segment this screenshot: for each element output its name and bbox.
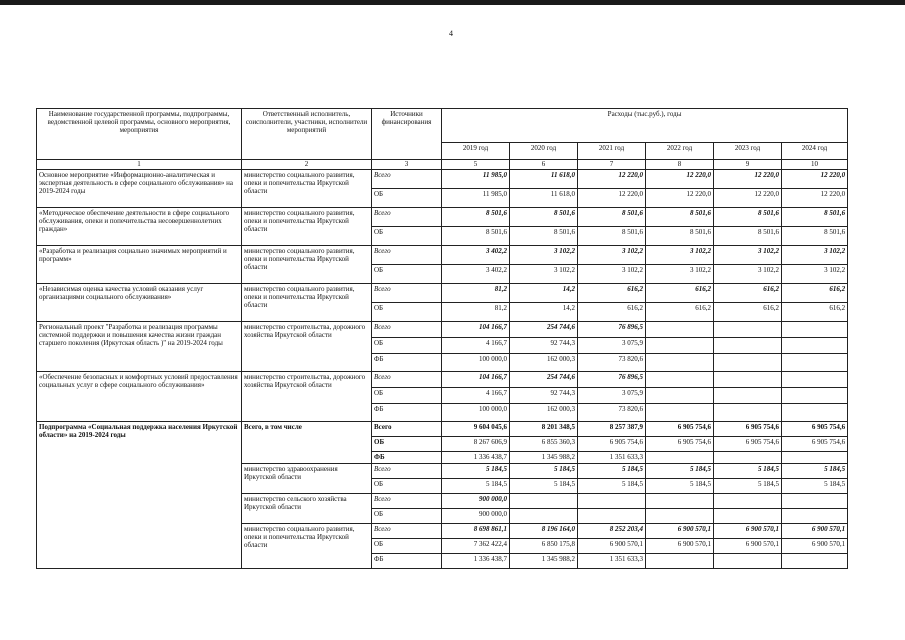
header-year: 2020 год	[510, 143, 578, 160]
amount-cell: 92 744,3	[510, 388, 578, 404]
item-name-cell: «Методическое обеспечение деятельности в сфере социального обслуживания, опеки и попечительства несовершеннолетних граждан»	[37, 208, 242, 246]
amount-cell	[782, 509, 848, 524]
amount-cell	[782, 354, 848, 372]
amount-cell: 8 501,6	[714, 227, 782, 246]
amount-cell: 8 501,6	[510, 208, 578, 227]
amount-cell	[646, 354, 714, 372]
amount-cell	[782, 388, 848, 404]
amount-cell: 6 905 754,6	[578, 437, 646, 452]
amount-cell: 900 000,0	[442, 509, 510, 524]
amount-cell: 81,2	[442, 303, 510, 322]
amount-cell: 254 744,6	[510, 322, 578, 338]
funding-source-cell: ОБ	[372, 227, 442, 246]
responsible-cell: министерство сельского хозяйства Иркутской области	[242, 494, 372, 524]
amount-cell: 3 102,2	[782, 246, 848, 265]
amount-cell: 8 196 164,0	[510, 524, 578, 539]
item-name-cell: «Независимая оценка качества условий оказания услуг организациями социального обслуживания»	[37, 284, 242, 322]
amount-cell	[714, 404, 782, 422]
amount-cell: 5 184,5	[714, 464, 782, 479]
amount-cell: 3 102,2	[578, 246, 646, 265]
amount-cell	[782, 372, 848, 388]
funding-source-cell: Всего	[372, 422, 442, 437]
amount-cell: 8 698 861,1	[442, 524, 510, 539]
amount-cell: 100 000,0	[442, 354, 510, 372]
amount-cell: 100 000,0	[442, 404, 510, 422]
amount-cell	[714, 388, 782, 404]
amount-cell: 6 905 754,6	[646, 422, 714, 437]
amount-cell: 8 501,6	[782, 227, 848, 246]
amount-cell	[646, 338, 714, 354]
funding-source-cell: Всего	[372, 208, 442, 227]
amount-cell: 6 900 570,1	[782, 524, 848, 539]
amount-cell: 5 184,5	[782, 464, 848, 479]
amount-cell: 73 820,6	[578, 354, 646, 372]
table-row	[37, 372, 848, 388]
amount-cell: 616,2	[578, 284, 646, 303]
amount-cell: 8 501,6	[714, 208, 782, 227]
amount-cell	[646, 372, 714, 388]
column-number: 9	[714, 160, 782, 170]
amount-cell	[714, 372, 782, 388]
amount-cell: 92 744,3	[510, 338, 578, 354]
amount-cell: 162 000,3	[510, 354, 578, 372]
amount-cell: 8 267 606,9	[442, 437, 510, 452]
responsible-cell: министерство строительства, дорожного хозяйства Иркутской области	[242, 322, 372, 372]
amount-cell: 1 351 633,3	[578, 554, 646, 569]
table-row	[37, 170, 848, 189]
amount-cell: 1 336 438,7	[442, 452, 510, 464]
funding-source-cell: ОБ	[372, 388, 442, 404]
amount-cell: 12 220,0	[578, 170, 646, 189]
amount-cell	[646, 554, 714, 569]
amount-cell	[646, 388, 714, 404]
amount-cell: 6 900 570,1	[646, 539, 714, 554]
amount-cell: 616,2	[782, 303, 848, 322]
amount-cell	[646, 404, 714, 422]
amount-cell: 5 184,5	[510, 464, 578, 479]
amount-cell: 3 075,9	[578, 338, 646, 354]
amount-cell: 3 102,2	[578, 265, 646, 284]
table-row	[37, 322, 848, 338]
amount-cell: 6 905 754,6	[714, 437, 782, 452]
amount-cell: 8 501,6	[442, 208, 510, 227]
funding-source-cell: ОБ	[372, 338, 442, 354]
amount-cell: 8 501,6	[782, 208, 848, 227]
amount-cell: 6 905 754,6	[714, 422, 782, 437]
funding-source-cell: ОБ	[372, 509, 442, 524]
responsible-cell: министерство социального развития, опеки и попечительства Иркутской области	[242, 170, 372, 208]
table-row	[37, 208, 848, 227]
table-row	[37, 422, 848, 437]
amount-cell	[714, 494, 782, 509]
responsible-cell: министерство социального развития, опеки и попечительства Иркутской области	[242, 208, 372, 246]
header-year: 2022 год	[646, 143, 714, 160]
funding-source-cell: ФБ	[372, 404, 442, 422]
amount-cell: 14,2	[510, 284, 578, 303]
amount-cell: 9 604 045,6	[442, 422, 510, 437]
funding-source-cell: Всего	[372, 372, 442, 388]
amount-cell: 3 102,2	[510, 265, 578, 284]
amount-cell: 8 252 203,4	[578, 524, 646, 539]
amount-cell: 6 900 570,1	[578, 539, 646, 554]
funding-source-cell: Всего	[372, 464, 442, 479]
amount-cell: 3 102,2	[646, 246, 714, 265]
amount-cell: 616,2	[782, 284, 848, 303]
scan-top-border	[0, 0, 905, 5]
funding-source-cell: ФБ	[372, 554, 442, 569]
amount-cell: 162 000,3	[510, 404, 578, 422]
amount-cell: 3 102,2	[782, 265, 848, 284]
funding-source-cell: Всего	[372, 494, 442, 509]
amount-cell: 254 744,6	[510, 372, 578, 388]
amount-cell: 6 900 570,1	[646, 524, 714, 539]
responsible-cell: министерство здравоохранения Иркутской области	[242, 464, 372, 494]
header-year: 2021 год	[578, 143, 646, 160]
amount-cell	[646, 494, 714, 509]
amount-cell	[510, 494, 578, 509]
amount-cell: 11 618,0	[510, 189, 578, 208]
amount-cell: 12 220,0	[782, 170, 848, 189]
amount-cell	[714, 338, 782, 354]
column-number: 10	[782, 160, 848, 170]
amount-cell: 8 501,6	[578, 227, 646, 246]
header-year: 2019 год	[442, 143, 510, 160]
funding-source-cell: ОБ	[372, 303, 442, 322]
amount-cell: 6 855 360,3	[510, 437, 578, 452]
funding-source-cell: ФБ	[372, 452, 442, 464]
amount-cell: 8 501,6	[646, 227, 714, 246]
column-number: 5	[442, 160, 510, 170]
amount-cell: 12 220,0	[782, 189, 848, 208]
amount-cell: 616,2	[578, 303, 646, 322]
amount-cell: 11 985,0	[442, 189, 510, 208]
amount-cell: 104 166,7	[442, 372, 510, 388]
column-number: 8	[646, 160, 714, 170]
amount-cell: 6 905 754,6	[646, 437, 714, 452]
amount-cell: 4 166,7	[442, 388, 510, 404]
funding-source-cell: ОБ	[372, 189, 442, 208]
funding-source-cell: Всего	[372, 524, 442, 539]
amount-cell: 5 184,5	[578, 479, 646, 494]
amount-cell: 8 501,6	[646, 208, 714, 227]
amount-cell: 6 900 570,1	[782, 539, 848, 554]
responsible-cell: министерство социального развития, опеки и попечительства Иркутской области	[242, 524, 372, 569]
funding-source-cell: ОБ	[372, 265, 442, 284]
amount-cell: 104 166,7	[442, 322, 510, 338]
amount-cell: 900 000,0	[442, 494, 510, 509]
funding-source-cell: Всего	[372, 246, 442, 265]
amount-cell: 12 220,0	[714, 170, 782, 189]
amount-cell: 5 184,5	[442, 464, 510, 479]
amount-cell: 1 351 633,3	[578, 452, 646, 464]
amount-cell: 8 257 387,9	[578, 422, 646, 437]
amount-cell: 12 220,0	[646, 170, 714, 189]
amount-cell: 3 102,2	[646, 265, 714, 284]
header-responsible: Ответственный исполнитель, соисполнители, участники, исполнители мероприятий	[242, 109, 372, 160]
amount-cell: 3 102,2	[714, 246, 782, 265]
column-number: 3	[372, 160, 442, 170]
amount-cell: 5 184,5	[442, 479, 510, 494]
funding-source-cell: Всего	[372, 284, 442, 303]
expenses-table	[36, 108, 848, 569]
amount-cell: 6 900 570,1	[714, 539, 782, 554]
responsible-cell: министерство строительства, дорожного хозяйства Иркутской области	[242, 372, 372, 422]
column-number: 2	[242, 160, 372, 170]
amount-cell	[782, 554, 848, 569]
amount-cell	[510, 509, 578, 524]
amount-cell	[782, 404, 848, 422]
amount-cell	[782, 322, 848, 338]
amount-cell: 5 184,5	[714, 479, 782, 494]
amount-cell: 3 102,2	[510, 246, 578, 265]
amount-cell: 5 184,5	[782, 479, 848, 494]
item-name-cell: «Обеспечение безопасных и комфортных условий предоставления социальных услуг в сфере социального обслуживания»	[37, 372, 242, 422]
amount-cell: 12 220,0	[646, 189, 714, 208]
responsible-cell: министерство социального развития, опеки и попечительства Иркутской области	[242, 284, 372, 322]
item-name-cell: «Разработка и реализация социально значимых мероприятий и программ»	[37, 246, 242, 284]
amount-cell	[782, 338, 848, 354]
table-body	[37, 170, 848, 569]
column-number: 1	[37, 160, 242, 170]
amount-cell: 73 820,6	[578, 404, 646, 422]
amount-cell: 1 345 988,2	[510, 452, 578, 464]
amount-cell: 616,2	[646, 284, 714, 303]
amount-cell: 12 220,0	[578, 189, 646, 208]
amount-cell	[646, 509, 714, 524]
program-name-cell: Подпрограмма «Социальная поддержка населения Иркутской области» на 2019-2024 годы	[37, 422, 242, 569]
amount-cell	[714, 452, 782, 464]
program-total-label: Всего, в том числе	[242, 422, 372, 464]
amount-cell	[646, 452, 714, 464]
column-number: 7	[578, 160, 646, 170]
funding-source-cell: Всего	[372, 170, 442, 189]
amount-cell: 5 184,5	[646, 464, 714, 479]
amount-cell: 4 166,7	[442, 338, 510, 354]
amount-cell: 3 102,2	[714, 265, 782, 284]
amount-cell: 8 501,6	[578, 208, 646, 227]
amount-cell: 6 850 175,8	[510, 539, 578, 554]
amount-cell	[782, 452, 848, 464]
amount-cell: 1 336 438,7	[442, 554, 510, 569]
amount-cell: 12 220,0	[714, 189, 782, 208]
amount-cell: 6 905 754,6	[782, 422, 848, 437]
amount-cell: 3 402,2	[442, 246, 510, 265]
item-name-cell: Основное мероприятие «Информационно-аналитическая и экспертная деятельность в сфере социального обслуживания» на 2019-2024 годы	[37, 170, 242, 208]
funding-source-cell: ФБ	[372, 354, 442, 372]
amount-cell	[714, 554, 782, 569]
amount-cell: 616,2	[646, 303, 714, 322]
amount-cell: 14,2	[510, 303, 578, 322]
page-number: 4	[449, 29, 453, 38]
header-source: Источники финансирования	[372, 109, 442, 160]
header-expenses: Расходы (тыс.руб.), годы	[442, 109, 848, 143]
header-year: 2023 год	[714, 143, 782, 160]
amount-cell: 616,2	[714, 303, 782, 322]
funding-source-cell: ОБ	[372, 437, 442, 452]
header-year: 2024 год	[782, 143, 848, 160]
responsible-cell: министерство социального развития, опеки и попечительства Иркутской области	[242, 246, 372, 284]
amount-cell: 7 362 422,4	[442, 539, 510, 554]
amount-cell	[714, 509, 782, 524]
item-name-cell: Региональный проект "Разработка и реализация программы системной поддержки и повышения качества жизни граждан старшего поколения (Иркутская область )" на 2019-2024 годы	[37, 322, 242, 372]
amount-cell: 11 618,0	[510, 170, 578, 189]
column-number: 6	[510, 160, 578, 170]
funding-source-cell: ОБ	[372, 539, 442, 554]
amount-cell: 8 501,6	[510, 227, 578, 246]
amount-cell: 5 184,5	[646, 479, 714, 494]
amount-cell: 3 075,9	[578, 388, 646, 404]
amount-cell: 5 184,5	[510, 479, 578, 494]
amount-cell: 76 896,5	[578, 372, 646, 388]
amount-cell	[714, 354, 782, 372]
column-number-row	[37, 160, 848, 170]
amount-cell	[714, 322, 782, 338]
header-name: Наименование государственной программы, подпрограммы, ведомственной целевой программы, основного мероприятия, мероприятия	[37, 109, 242, 160]
amount-cell	[578, 494, 646, 509]
amount-cell: 6 900 570,1	[714, 524, 782, 539]
amount-cell: 81,2	[442, 284, 510, 303]
amount-cell: 3 402,2	[442, 265, 510, 284]
amount-cell: 11 985,0	[442, 170, 510, 189]
amount-cell: 8 201 348,5	[510, 422, 578, 437]
funding-source-cell: Всего	[372, 322, 442, 338]
amount-cell	[578, 509, 646, 524]
amount-cell: 1 345 988,2	[510, 554, 578, 569]
funding-source-cell: ОБ	[372, 479, 442, 494]
amount-cell: 76 896,5	[578, 322, 646, 338]
amount-cell	[646, 322, 714, 338]
amount-cell: 6 905 754,6	[782, 437, 848, 452]
amount-cell: 616,2	[714, 284, 782, 303]
amount-cell	[782, 494, 848, 509]
table-row	[37, 284, 848, 303]
amount-cell: 8 501,6	[442, 227, 510, 246]
amount-cell: 5 184,5	[578, 464, 646, 479]
table-row	[37, 246, 848, 265]
